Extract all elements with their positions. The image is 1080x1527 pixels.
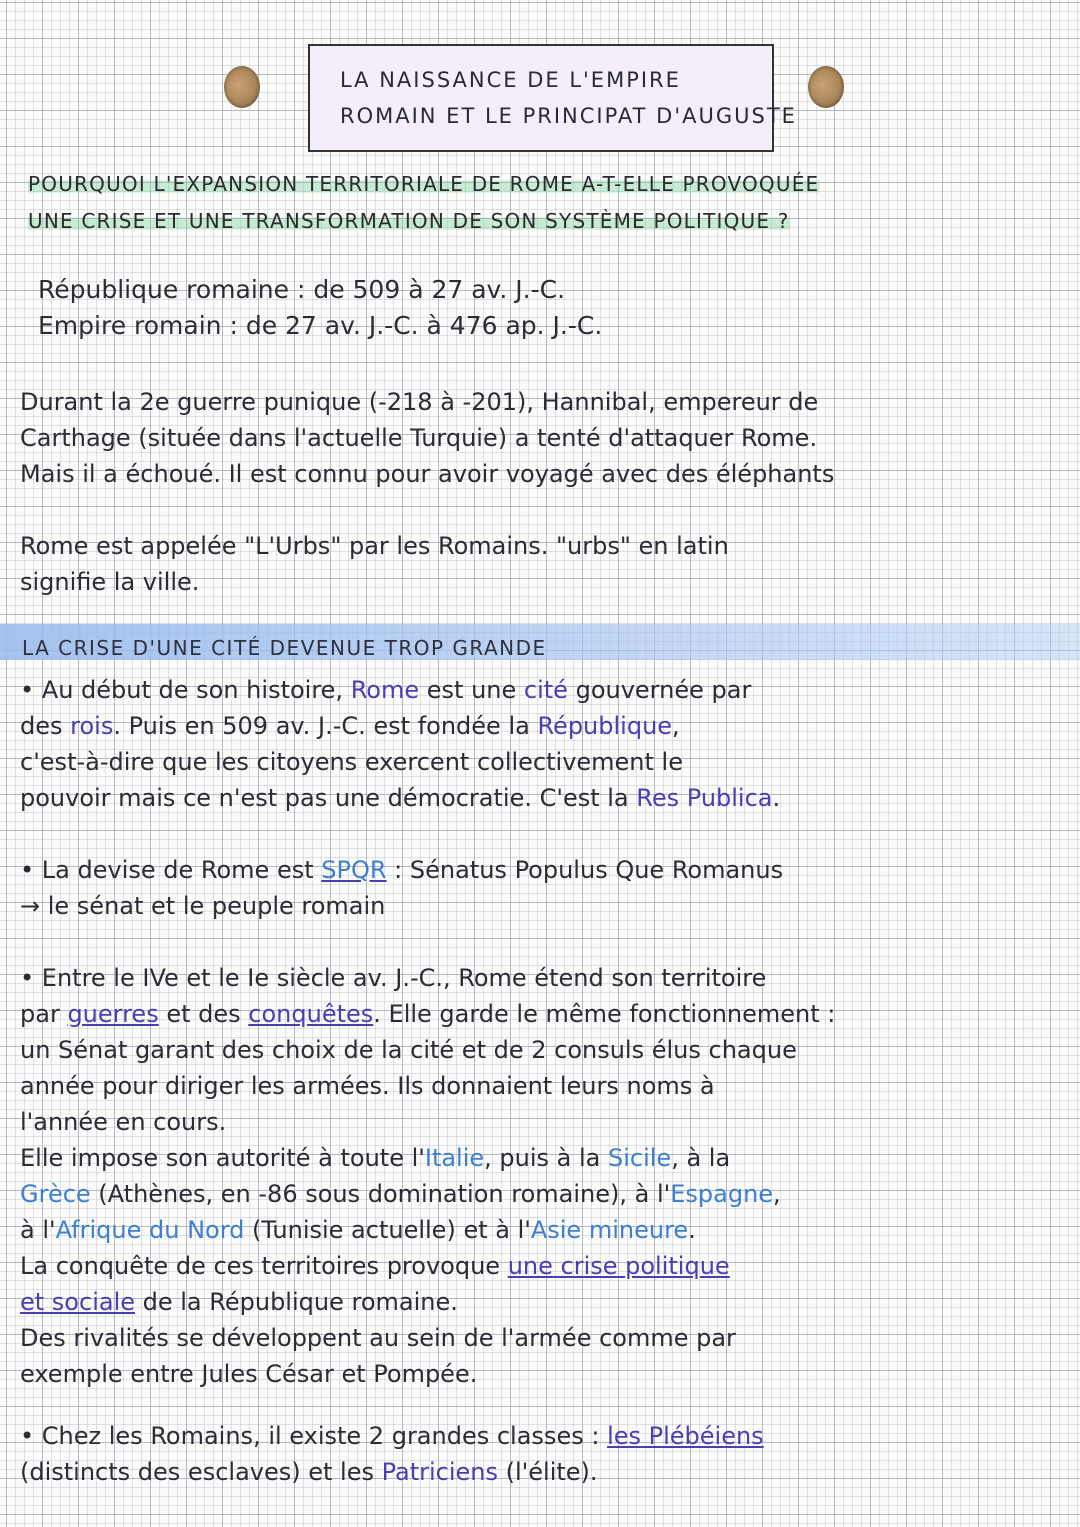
kw-afrique-du-nord: Afrique du Nord (55, 1216, 245, 1244)
p3-line-7: Grèce (Athènes, en -86 sous domination romaine), à l'Espagne, (20, 1180, 781, 1208)
hannibal-line-3: Mais il a échoué. Il est connu pour avoir voyagé avec des éléphants (20, 460, 835, 488)
title-line-1: LA NAISSANCE DE L'EMPIRE (340, 68, 681, 92)
kw-rois: rois (70, 712, 114, 740)
dates-block (38, 272, 602, 344)
kw-rome: Rome (350, 676, 420, 704)
kw-espagne: Espagne (670, 1180, 774, 1208)
title-box (308, 44, 797, 152)
binder-hole-left (224, 66, 260, 108)
p3-line-3: un Sénat garant des choix de la cité et de 2 consuls élus chaque (20, 1036, 797, 1064)
section-title: LA CRISE D'UNE CITÉ DEVENUE TROP GRANDE (22, 636, 547, 660)
p1-line-3: c'est-à-dire que les citoyens exercent collectivement le (20, 748, 683, 776)
kw-res-publica: Res Publica (636, 784, 773, 812)
date-empire: Empire romain : de 27 av. J.-C. à 476 ap. J.-C. (38, 311, 603, 340)
kw-asie-mineure: Asie mineure (530, 1216, 689, 1244)
p1-line-4: pouvoir mais ce n'est pas une démocratie. C'est la Res Publica. (20, 784, 781, 812)
hannibal-line-2: Carthage (située dans l'actuelle Turquie) a tenté d'attaquer Rome. (20, 424, 818, 452)
binder-hole-right (808, 66, 844, 108)
p3-line-4: année pour diriger les armées. Ils donnaient leurs noms à (20, 1072, 715, 1100)
p3-line-12: exemple entre Jules César et Pompée. (20, 1360, 478, 1388)
urbs-paragraph (20, 528, 729, 600)
kw-patriciens: Patriciens (381, 1458, 498, 1486)
p1-line-1: • Au début de son histoire, Rome est une cité gouvernée par (20, 676, 752, 704)
p2-line-2: → le sénat et le peuple romain (20, 892, 386, 920)
p3-line-10: et sociale de la République romaine. (20, 1288, 458, 1316)
urbs-line-1: Rome est appelée "L'Urbs" par les Romains. "urbs" en latin (20, 532, 729, 560)
p4-line-1: • Chez les Romains, il existe 2 grandes classes : les Plébéiens (20, 1422, 764, 1450)
paragraph-rome-origins (20, 672, 780, 816)
paragraph-spqr (20, 852, 783, 924)
p4-line-2: (distincts des esclaves) et les Patriciens (l'élite). (20, 1458, 598, 1486)
title-line-2: ROMAIN ET LE PRINCIPAT D'AUGUSTE (340, 104, 797, 128)
date-republique: République romaine : de 509 à 27 av. J.-C. (38, 275, 566, 304)
p3-line-9: La conquête de ces territoires provoque une crise politique (20, 1252, 730, 1280)
kw-republique: République (537, 712, 673, 740)
kw-grece: Grèce (20, 1180, 91, 1208)
problematic-question (28, 166, 1068, 240)
p3-line-1: • Entre le IVe et le Ie siècle av. J.-C., Rome étend son territoire (20, 964, 767, 992)
p3-line-5: l'année en cours. (20, 1108, 227, 1136)
question-line-1: POURQUOI L'EXPANSION TERRITORIALE DE ROME A-T-ELLE PROVOQUÉE (28, 172, 820, 196)
paragraph-classes (20, 1418, 764, 1490)
p3-line-8: à l'Afrique du Nord (Tunisie actuelle) et à l'Asie mineure. (20, 1216, 696, 1244)
p3-line-2: par guerres et des conquêtes. Elle garde le même fonctionnement : (20, 1000, 836, 1028)
kw-sicile: Sicile (608, 1144, 672, 1172)
kw-conquetes: conquêtes (248, 1000, 374, 1028)
hannibal-line-1: Durant la 2e guerre punique (-218 à -201), Hannibal, empereur de (20, 388, 819, 416)
p2-line-1: • La devise de Rome est SPQR : Sénatus Populus Que Romanus (20, 856, 784, 884)
hannibal-paragraph (20, 384, 834, 492)
kw-cite: cité (523, 676, 568, 704)
kw-crise-sociale: et sociale (20, 1288, 135, 1316)
kw-plebeiens: les Plébéiens (607, 1422, 764, 1450)
p3-line-6: Elle impose son autorité à toute l'Italie, puis à la Sicile, à la (20, 1144, 731, 1172)
question-line-2: UNE CRISE ET UNE TRANSFORMATION DE SON SYSTÈME POLITIQUE ? (28, 209, 790, 233)
kw-crise-politique: une crise politique (507, 1252, 730, 1280)
urbs-line-2: signifie la ville. (20, 568, 200, 596)
p1-line-2: des rois. Puis en 509 av. J.-C. est fondée la République, (20, 712, 680, 740)
paragraph-expansion (20, 960, 835, 1392)
kw-spqr: SPQR (321, 856, 387, 884)
p3-line-11: Des rivalités se développent au sein de l'armée comme par (20, 1324, 736, 1352)
kw-guerres: guerres (67, 1000, 159, 1028)
kw-italie: Italie (424, 1144, 485, 1172)
